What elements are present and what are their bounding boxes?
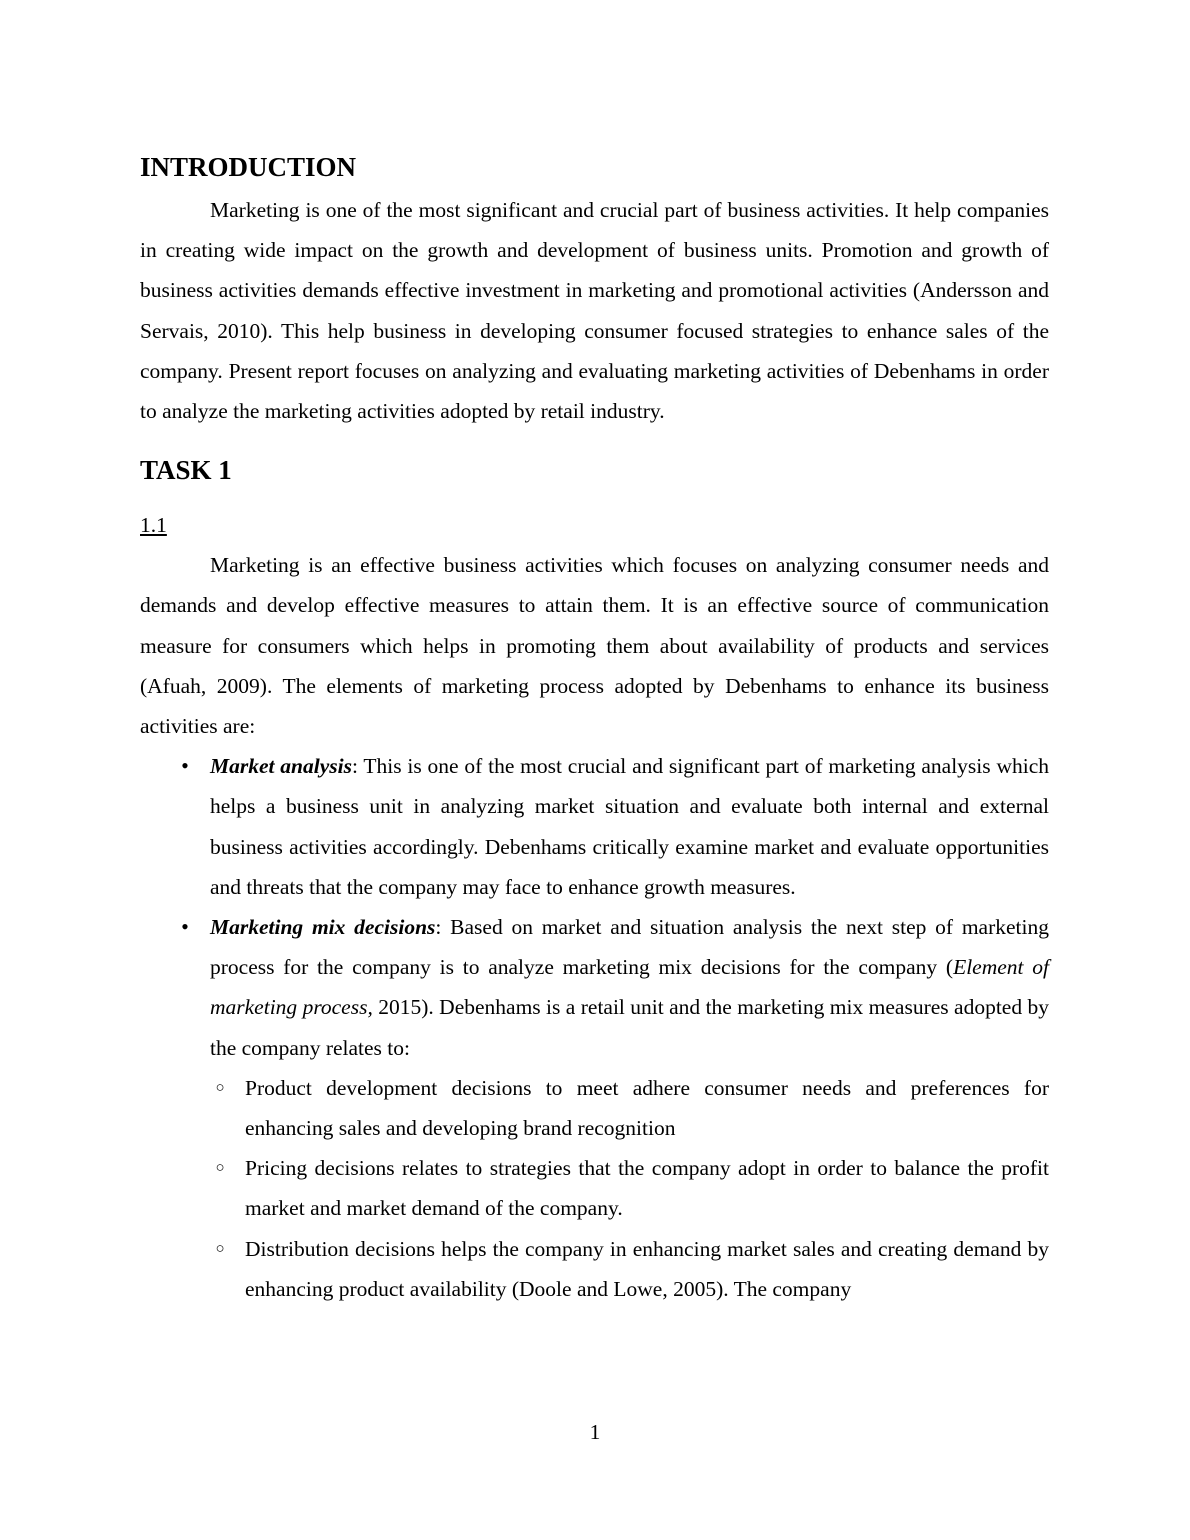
sub-item-text: Product development decisions to meet adhere consumer needs and preferences for enhancing sales and developing brand recognition xyxy=(245,1075,1049,1141)
circle-bullet-icon: ○ xyxy=(215,1079,225,1096)
sub-item-text: Distribution decisions helps the company in enhancing market sales and creating demand by enhancing product availability (Doole and Lowe, 2005). The company xyxy=(245,1236,1049,1301)
task1-paragraph: Marketing is an effective business activities which focuses on analyzing consumer needs and demands and develop effective measures to attain them. It is an effective source of communication measure for consumers which helps in promoting them about availability of products and services (Afuah, 2009). The elements of marketing process adopted by Debenhams to enhance its business activities are: xyxy=(140,553,1049,739)
bullet-icon: • xyxy=(181,753,189,779)
bullet-term: Marketing mix decisions xyxy=(210,915,436,940)
list-item xyxy=(140,907,1049,1309)
bullet-term: Market analysis xyxy=(210,754,352,779)
page-number: 1 xyxy=(589,1420,601,1444)
task1-heading: TASK 1 xyxy=(140,455,232,486)
introduction-paragraph: Marketing is one of the most significant and crucial part of business activities. It help companies in creating wide impact on the growth and development of business units. Promotion and growth of business activities demands effective investment in marketing and promotional activities (Andersson and Servais, 2010). This help business in developing consumer focused strategies to enhance sales of the company. Present report focuses on analyzing and evaluating marketing activities of Debenhams in order to analyze the marketing activities adopted by retail industry. xyxy=(140,198,1049,424)
sub-list-item xyxy=(210,1148,1049,1228)
citation-italic: Element of marketing process, xyxy=(210,955,1049,1020)
introduction-heading: INTRODUCTION xyxy=(140,152,357,182)
list-item xyxy=(140,746,1049,907)
sub-list-item xyxy=(210,1229,1049,1309)
marketing-mix-sublist xyxy=(210,1068,1049,1309)
sub-item-text: Pricing decisions relates to strategies that the company adopt in order to balance the profit market and market demand of the company. xyxy=(245,1156,1049,1221)
sub-list-item xyxy=(210,1068,1049,1148)
section-number: 1.1 xyxy=(140,513,167,538)
bullet-text: : This is one of the most crucial and significant part of marketing analysis which helps a business unit in analyzing market situation and evaluate both internal and external business activities accordingly. Debenhams critically examine market and evaluate opportunities and threats that the company may face to enhance growth measures. xyxy=(210,754,1049,899)
marketing-elements-list xyxy=(140,746,1049,1309)
circle-bullet-icon: ○ xyxy=(215,1160,225,1177)
document-page xyxy=(140,148,1049,1309)
bullet-text: : Based on market and situation analysis the next step of marketing process for the company is to analyze marketing mix decisions for the company ( xyxy=(210,915,1049,980)
bullet-text: 2015). Debenhams is a retail unit and the marketing mix measures adopted by the company relates to: xyxy=(210,995,1049,1060)
circle-bullet-icon: ○ xyxy=(215,1240,225,1257)
bullet-icon: • xyxy=(181,914,189,940)
